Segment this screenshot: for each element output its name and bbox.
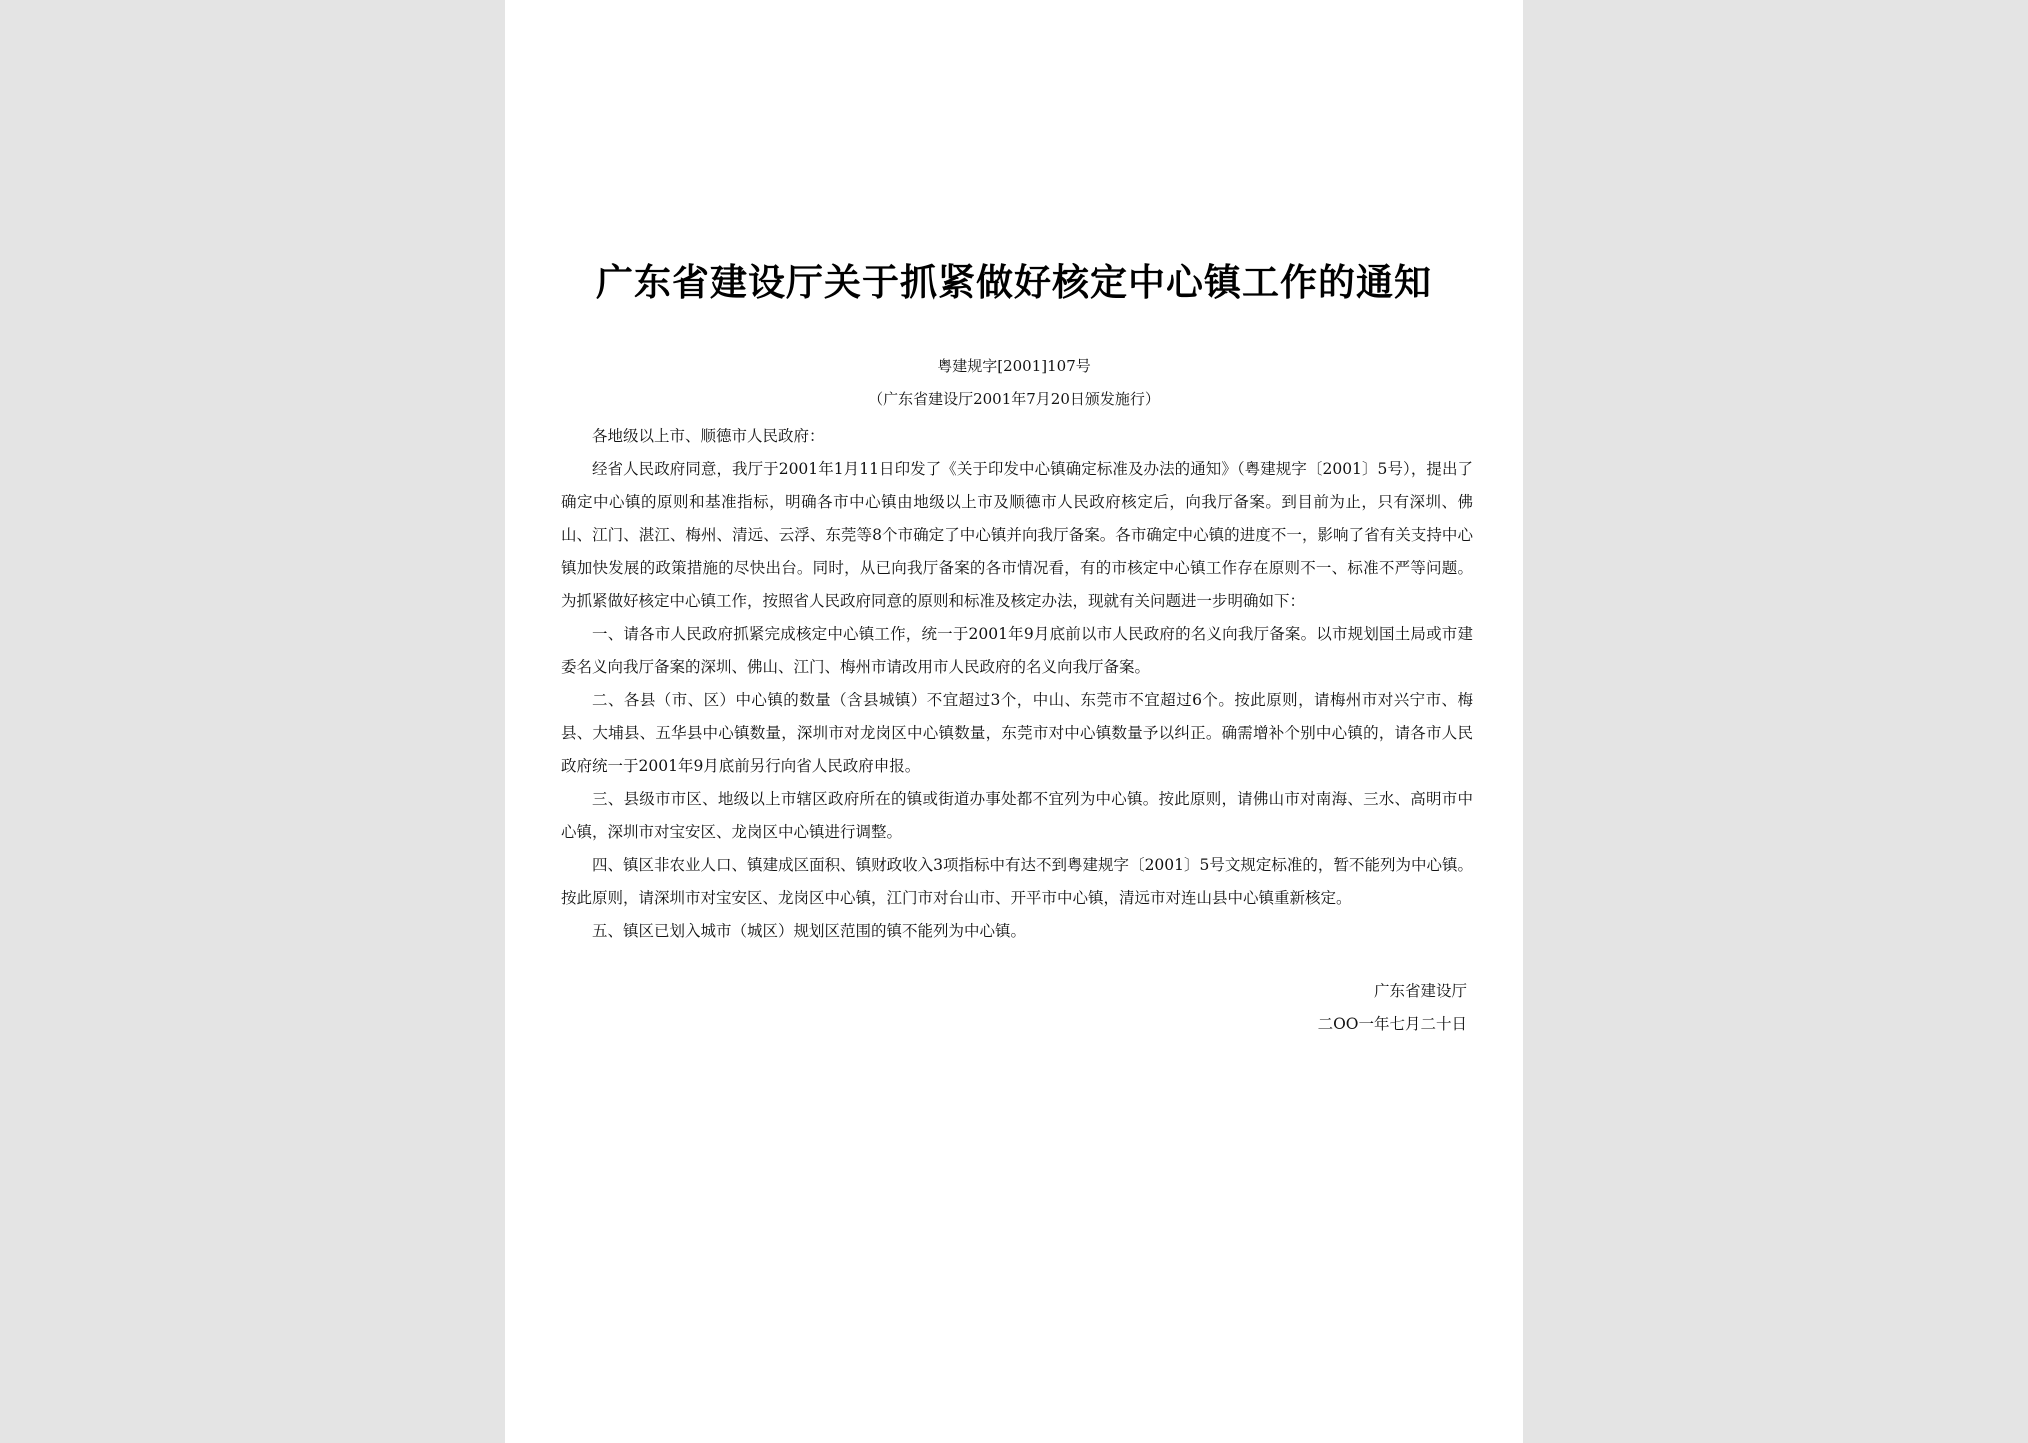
signature-block (1318, 975, 1467, 1041)
paragraph-item-1: 一、请各市人民政府抓紧完成核定中心镇工作，统一于2001年9月底前以市人民政府的名义向我厅备案。以市规划国土局或市建委名义向我厅备案的深圳、佛山、江门、梅州市请改用市人民政府的名义向我厅备案。 (561, 625, 1473, 676)
paragraph-item-2: 二、各县（市、区）中心镇的数量（含县城镇）不宜超过3个，中山、东莞市不宜超过6个。按此原则，请梅州市对兴宁市、梅县、大埔县、五华县中心镇数量，深圳市对龙岗区中心镇数量，东莞市对中心镇数量予以纠正。确需增补个别中心镇的，请各市人民政府统一于2001年9月底前另行向省人民政府申报。 (561, 691, 1473, 775)
paragraph-item-4: 四、镇区非农业人口、镇建成区面积、镇财政收入3项指标中有达不到粤建规字〔2001〕5号文规定标准的，暂不能列为中心镇。按此原则，请深圳市对宝安区、龙岗区中心镇，江门市对台山市、开平市中心镇，清远市对连山县中心镇重新核定。 (561, 856, 1473, 907)
document-body (561, 420, 1473, 948)
signature-organization: 广东省建设厅 (1373, 982, 1467, 1000)
paragraph-intro: 经省人民政府同意，我厅于2001年1月11日印发了《关于印发中心镇确定标准及办法的通知》（粤建规字〔2001〕5号），提出了确定中心镇的原则和基准指标，明确各市中心镇由地级以上市及顺德市人民政府核定后，向我厅备案。到目前为止，只有深圳、佛山、江门、湛江、梅州、清远、云浮、东莞等8个市确定了中心镇并向我厅备案。各市确定中心镇的进度不一，影响了省有关支持中心镇加快发展的政策措施的尽快出台。同时，从已向我厅备案的各市情况看，有的市核定中心镇工作存在原则不一、标准不严等问题。为抓紧做好核定中心镇工作，按照省人民政府同意的原则和标准及核定办法，现就有关问题进一步明确如下： (561, 460, 1473, 610)
document-title: 广东省建设厅关于抓紧做好核定中心镇工作的通知 (596, 260, 1432, 304)
issued-note: （广东省建设厅2001年7月20日颁发施行） (868, 390, 1160, 408)
paragraph-item-5: 五、镇区已划入城市（城区）规划区范围的镇不能列为中心镇。 (592, 922, 1027, 940)
document-page (505, 0, 1523, 1443)
signature-date: 二OO一年七月二十日 (1317, 1015, 1467, 1033)
document-number: 粤建规字[2001]107号 (937, 357, 1091, 375)
paragraph-item-3: 三、县级市市区、地级以上市辖区政府所在的镇或街道办事处都不宜列为中心镇。按此原则，请佛山市对南海、三水、高明市中心镇，深圳市对宝安区、龙岗区中心镇进行调整。 (561, 790, 1473, 841)
salutation: 各地级以上市、顺德市人民政府： (592, 427, 825, 445)
